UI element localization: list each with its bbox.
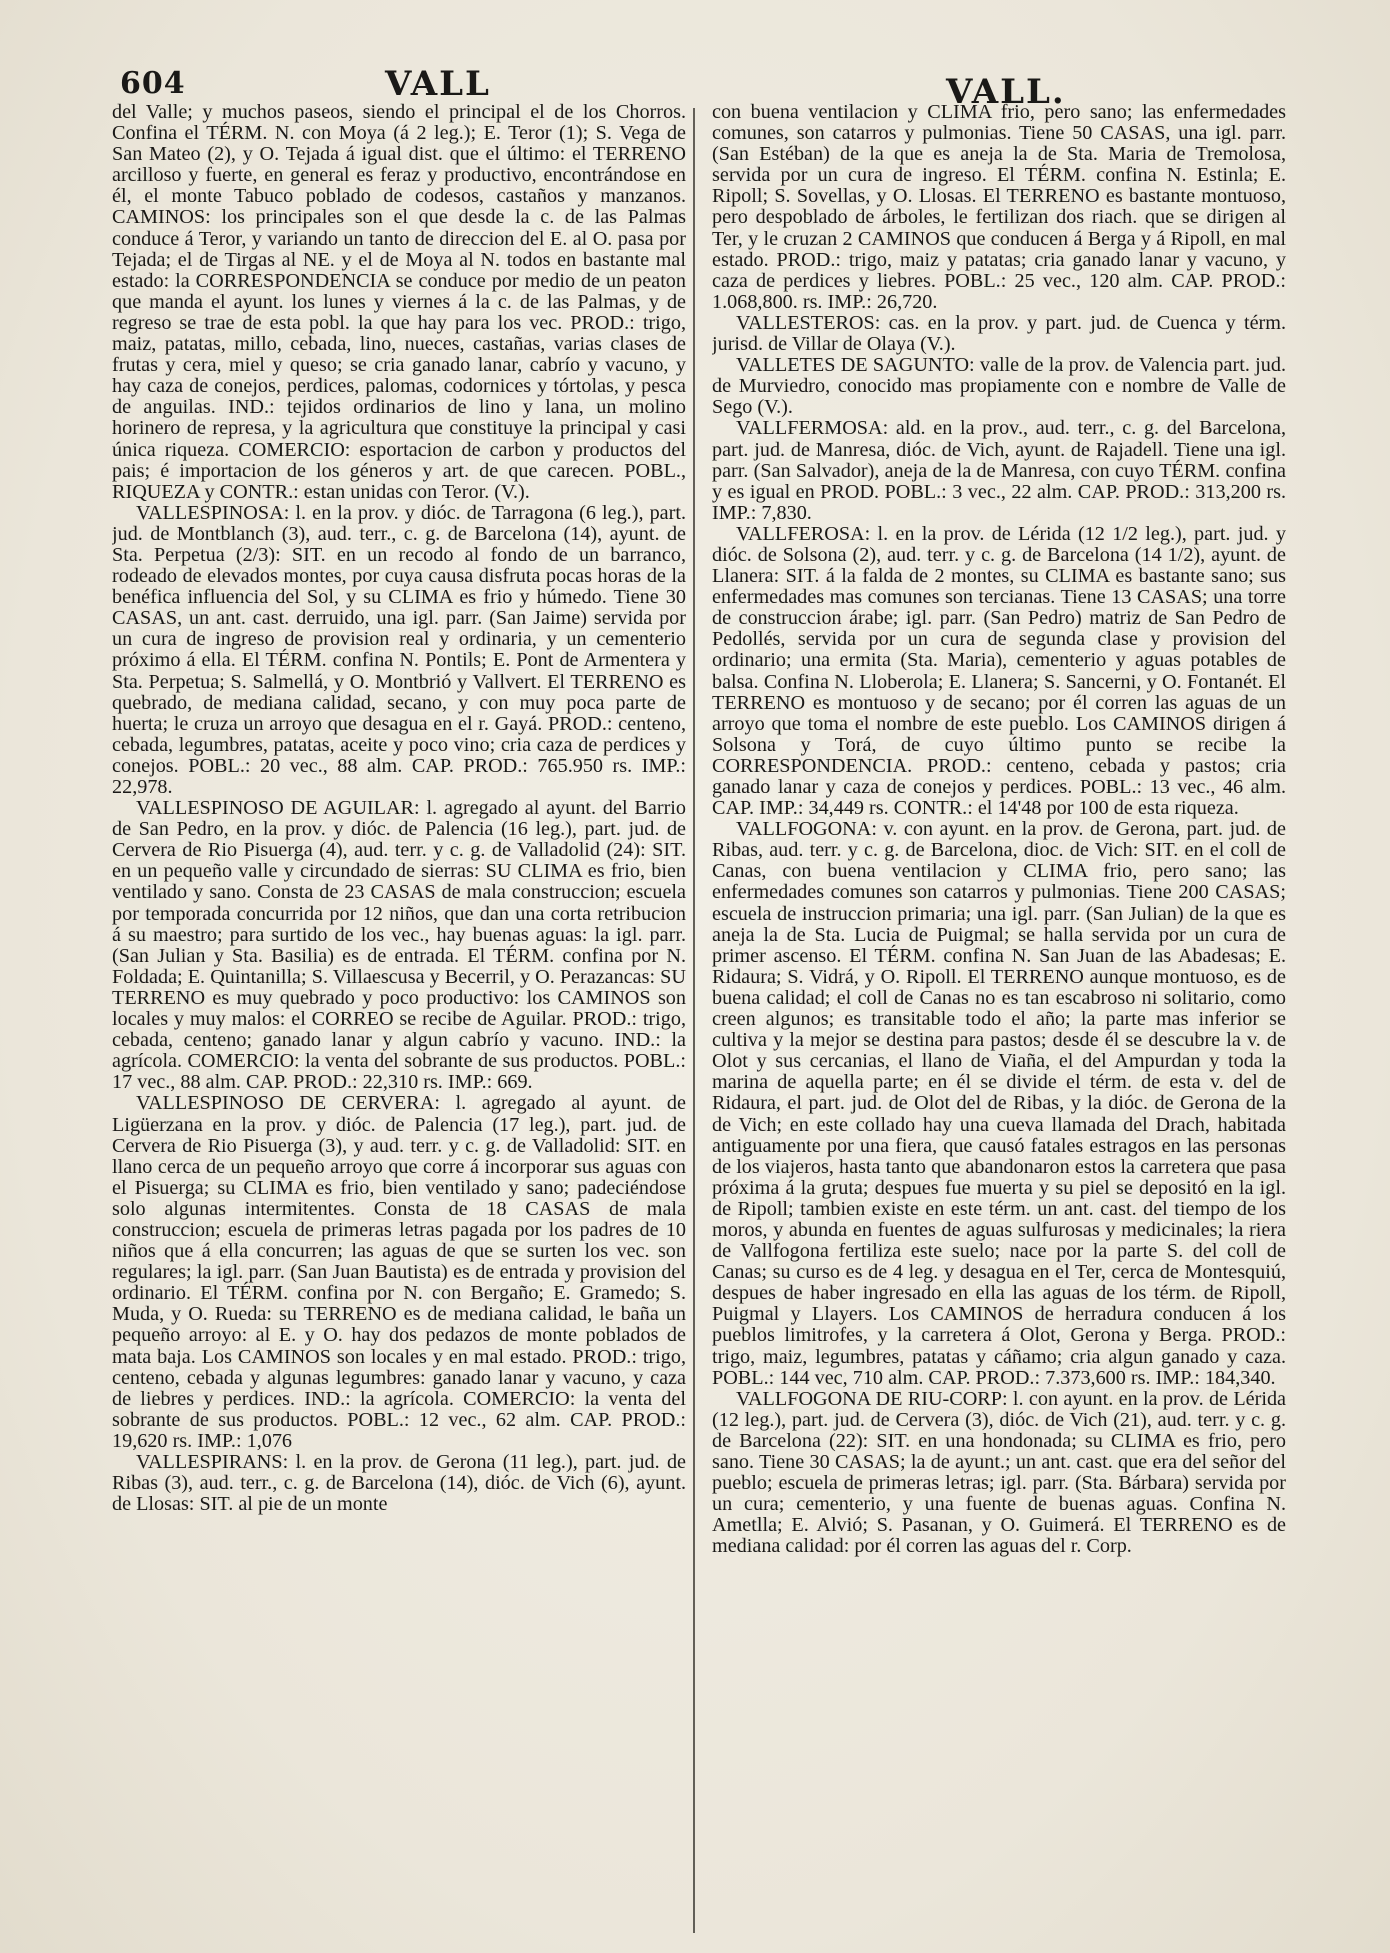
entry-vallfogona: VALLFOGONA: v. con ayunt. en la prov. de Gerona, part. jud. de Ribas, aud. terr. y c. g. de Barcelona, dioc. de Vich: SIT. en el coll de Canas, con buena ventilacion y CLIMA frio, pero sano; las enfermedades comunes son catarros y pulmonias. Tiene 200 CASAS; escuela de instruccion primaria; una igl. parr. (San Julian) de la que es aneja la de Sta. Lucia de Puigmal; se halla servida por un cura de primer ascenso. El TÉRM. confina N. San Juan de las Abadesas; E. Ridaura; S. Vidrá, y O. Ripoll. El TERRENO aunque montuoso, es de buena calidad; el coll de Canas no es tan escabroso ni solitario, como creen algunos; es transitable todo el año; la parte mas inferior se cultiva y la mejor se destina para pastos; desde él se descubre la v. de Olot y sus cercanias, el llano de Viaña, el del Ampurdan y toda la marina de aquella parte; en él se divide el térm. de esta v. del de Ridaura, el part. jud. de Olot del de Ribas, y la dióc. de Gerona de la de Vich; en este collado hay una cueva llamada del Drach, habitada antiguamente por una fiera, que causó fatales estragos en las personas de los viajeros, hasta tanto que abandonaron estos la carretera que pasa próxima á la gruta; despues fue muerta y su piel se depositó en la igl. de Ripoll; tambien existe en este térm. un ant. cast. del tiempo de los moros, y abunda en fuentes de aguas sulfurosas y medicinales; la riera de Vallfogona fertiliza este suelo; nace por la parte S. del coll de Canas; su curso es de 4 leg. y desagua en el Ter, cerca de Montesquiú, despues de haber ingresado en ella las aguas de los térm. de Ripoll, Puigmal y Llayers. Los CAMINOS de herradura conducen á los pueblos limitrofes, y la carretera á Olot, Gerona y Berga. PROD.: trigo, maiz, legumbres, patatas y cáñamo; cria algun ganado y caza. POBL.: 144 vec, 710 alm. CAP. PROD.: 7.373,600 rs. IMP.: 184,340. — [712, 818, 1286, 1389]
entry-vallfogona-de-riu-corp: VALLFOGONA DE RIU-CORP: l. con ayunt. en la prov. de Lérida (12 leg.), part. jud. de Cervera (3), dióc. de Vich (21), aud. terr. y c. g. de Barcelona (22): SIT. en una hondonada; su CLIMA es frio, pero sano. Tiene 30 CASAS; la de ayunt.; un ant. cast. que era del señor del pueblo; escuela de primeras letras; igl. parr. (Sta. Bárbara) servida por un cura; cementerio, y una fuente de buenas aguas. Confina N. Ametlla; E. Alvió; S. Pasanan, y O. Guimerá. El TERRENO es de mediana calidad: por él corren las aguas del r. Corp. — [712, 1387, 1286, 1558]
left-running-title: VALL — [385, 64, 491, 104]
column-divider — [693, 108, 695, 1933]
entry-vallespinoso-de-cervera: VALLESPINOSO DE CERVERA: l. agregado al ayunt. de Ligüerzana en la prov. y dióc. de Palencia (17 leg.), part. jud. de Cervera de Rio Pisuerga (3), y aud. terr. y c. g. de Valladolid: SIT. en llano cerca de un pequeño arroyo que corre á incorporar sus aguas con el Pisuerga; su CLIMA es frio, bien ventilado y sano; padeciéndose solo algunas intermitentes. Consta de 18 CASAS de mala construccion; escuela de primeras letras pagada por los padres de 10 niños que á ella concurren; las aguas de que se surten los vec. son regulares; la igl. parr. (San Juan Bautista) es de entrada y provision del ordinario. El TÉRM. confina por N. con Bergaño; E. Gramedo; S. Muda, y O. Rueda: su TERRENO es de mediana calidad, le baña un pequeño arroyo: al E. y O. hay dos pedazos de monte poblados de mata baja. Los CAMINOS son locales y en mal estado. PROD.: trigo, centeno, cebada y algunas legumbres: ganado lanar y vacuno, y caza de liebres y perdices. IND.: la agrícola. COMERCIO: la venta del sobrante de sus productos. POBL.: 12 vec., 62 alm. CAP. PROD.: 19,620 rs. IMP.: 1,076 — [112, 1092, 686, 1452]
entry-vallespinosa: VALLESPINOSA: l. en la prov. y dióc. de Tarragona (6 leg.), part. jud. de Montblanch (3), aud. terr., c. g. de Barcelona (14), ayunt. de Sta. Perpetua (2/3): SIT. en un recodo al fondo de un barranco, rodeado de elevados montes, por cuya causa disfruta pocas horas de la benéfica influencia del Sol, y su CLIMA es frio y húmedo. Tiene 30 CASAS, un ant. cast. derruido, una igl. parr. (San Jaime) servida por un cura de ingreso de provision real y ordinaria, y un cementerio próximo á ella. El TÉRM. confina N. Pontils; E. Pont de Armentera y Sta. Perpetua; S. Salmellá, y O. Montbrió y Vallvert. El TERRENO es quebrado, de mediana calidad, secano, y con muy poca parte de huerta; le cruza un arroyo que desagua en el r. Gayá. PROD.: centeno, cebada, legumbres, patatas, aceite y poco vino; cria caza de perdices y conejos. POBL.: 20 vec., 88 alm. CAP. PROD.: 765.950 rs. IMP.: 22,978. — [112, 501, 686, 798]
entry-continuation: del Valle; y muchos paseos, siendo el principal el de los Chorros. Confina el TÉRM. N. con Moya (á 2 leg.); E. Teror (1); S. Vega de San Mateo (2), y O. Tejada á igual dist. que el último: el TERRENO arcilloso y fuerte, en general es feraz y productivo, encontrándose en él, el monte Tabuco poblado de codesos, castaños y manzanos. CAMINOS: los principales son el que desde la c. de las Palmas conduce á Teror, y variando un tanto de direccion del E. al O. pasa por Tejada; el de Tirgas al NE. y el de Moya al N. todos en bastante mal estado: la CORRESPONDENCIA se conduce por medio de un peaton que manda el ayunt. los lunes y viernes á la c. de las Palmas, y de regreso se trae de esta pobl. la que hay para los vec. PROD.: trigo, maiz, patatas, millo, cebada, lino, nueces, castañas, varias clases de frutas y cera, miel y queso; se cria ganado lanar, cabrío y vacuno, y hay caza de conejos, perdices, palomas, codornices y tórtolas, y pesca de anguilas. IND.: tejidos ordinarios de lino y lana, un molino horinero de represa, y la agricultura que constituye la principal y casi única riqueza. COMERCIO: esportacion de carbon y productos del pais; é importacion de los géneros y art. de que carecen. POBL., RIQUEZA y CONTR.: estan unidas con Teror. (V.). — [112, 102, 686, 503]
entry-vallespirans: VALLESPIRANS: l. en la prov. de Gerona (11 leg.), part. jud. de Ribas (3), aud. terr., c. g. de Barcelona (14), dióc. de Vich (6), ayunt. de Llosas: SIT. al pie de un monte — [112, 1451, 686, 1516]
entry-vallesteros: VALLESTEROS: cas. en la prov. y part. jud. de Cuenca y térm. jurisd. de Villar de Olaya (V.). — [712, 311, 1286, 356]
entry-vallespirans-continuation: con buena ventilacion y CLIMA frio, pero sano; las enfermedades comunes, son catarros y pulmonias. Tiene 50 CASAS, una igl. parr. (San Estéban) de la que es aneja la de Sta. Maria de Tremolosa, servida por un cura de ingreso. El TÉRM. confina N. Estinla; E. Ripoll; S. Sovellas, y O. Llosas. El TERRENO es bastante montuoso, pero despoblado de árboles, le fertilizan dos riach. que se dirigen al Ter, y le cruzan 2 CAMINOS que conducen á Berga y á Ripoll, en mal estado. PROD.: trigo, maiz y patatas; cria ganado lanar y vacuno, y caza de perdices y liebres. POBL.: 25 vec., 120 alm. CAP. PROD.: 1.068,800. rs. IMP.: 26,720. — [712, 102, 1286, 313]
right-running-title: VALL. — [946, 72, 1066, 112]
entry-valletes-de-sagunto: VALLETES DE SAGUNTO: valle de la prov. de Valencia part. jud. de Murviedro, conocido mas propiamente con e nombre de Valle de Sego (V.). — [712, 354, 1286, 419]
page-number: 604 — [120, 66, 186, 101]
right-column — [712, 102, 1286, 1932]
left-column — [112, 102, 686, 1932]
entry-vallespinoso-de-aguilar: VALLESPINOSO DE AGUILAR: l. agregado al ayunt. del Barrio de San Pedro, en la prov. y dióc. de Palencia (16 leg.), part. jud. de Cervera de Rio Pisuerga (4), aud. terr. y c. g. de Valladolid (24): SIT. en un pequeño valle y circundado de sierras: SU CLIMA es frio, bien ventilado y sano. Consta de 23 CASAS de mala construccion; escuela por temporada concurrida por 12 niños, que dan una corta retribucion á su maestro; para surtido de los vec., hay buenas aguas: la igl. parr. (San Julian y Sta. Basilia) es de entrada. El TÉRM. confina por N. Foldada; E. Quintanilla; S. Villaescusa y Becerril, y O. Perazancas: SU TERRENO es muy quebrado y poco productivo: los CAMINOS son locales y muy malos: el CORREO se recibe de Aguilar. PROD.: trigo, cebada, centeno; ganado lanar y algun cabrío y vacuno. IND.: la agrícola. COMERCIO: la venta del sobrante de sus productos. POBL.: 17 vec., 88 alm. CAP. PROD.: 22,310 rs. IMP.: 669. — [112, 797, 686, 1094]
running-head — [100, 58, 1290, 112]
entry-vallfermosa: VALLFERMOSA: ald. en la prov., aud. terr., c. g. del Barcelona, part. jud. de Manresa, dióc. de Vich, ayunt. de Rajadell. Tiene una igl. parr. (San Salvador), aneja de la de Manresa, con cuyo TÉRM. confina y es igual en PROD. POBL.: 3 vec., 22 alm. CAP. PROD.: 313,200 rs. IMP.: 7,830. — [712, 417, 1286, 524]
entry-vallferosa: VALLFEROSA: l. en la prov. de Lérida (12 1/2 leg.), part. jud. y dióc. de Solsona (2), aud. terr. y c. g. de Barcelona (14 1/2), ayunt. de Llanera: SIT. á la falda de 2 montes, su CLIMA es bastante sano; sus enfermedades mas comunes son tercianas. Tiene 13 CASAS; una torre de construccion árabe; igl. parr. (San Pedro) matriz de San Pedro de Pedollés, servida por un cura de segunda clase y provision del ordinario; una ermita (Sta. Maria), cementerio y aguas potables de balsa. Confina N. Lloberola; E. Llanera; S. Sancerni, y O. Fontanét. El TERRENO es montuoso y de secano; por él corren las aguas de un arroyo que toma el nombre de este pueblo. Los CAMINOS dirigen á Solsona y Torá, de cuyo último punto se recibe la CORRESPONDENCIA. PROD.: centeno, cebada y pastos; cria ganado lanar y caza de conejos y perdices. POBL.: 13 vec., 46 alm. CAP. IMP.: 34,449 rs. CONTR.: el 14'48 por 100 de esta riqueza. — [712, 522, 1286, 820]
